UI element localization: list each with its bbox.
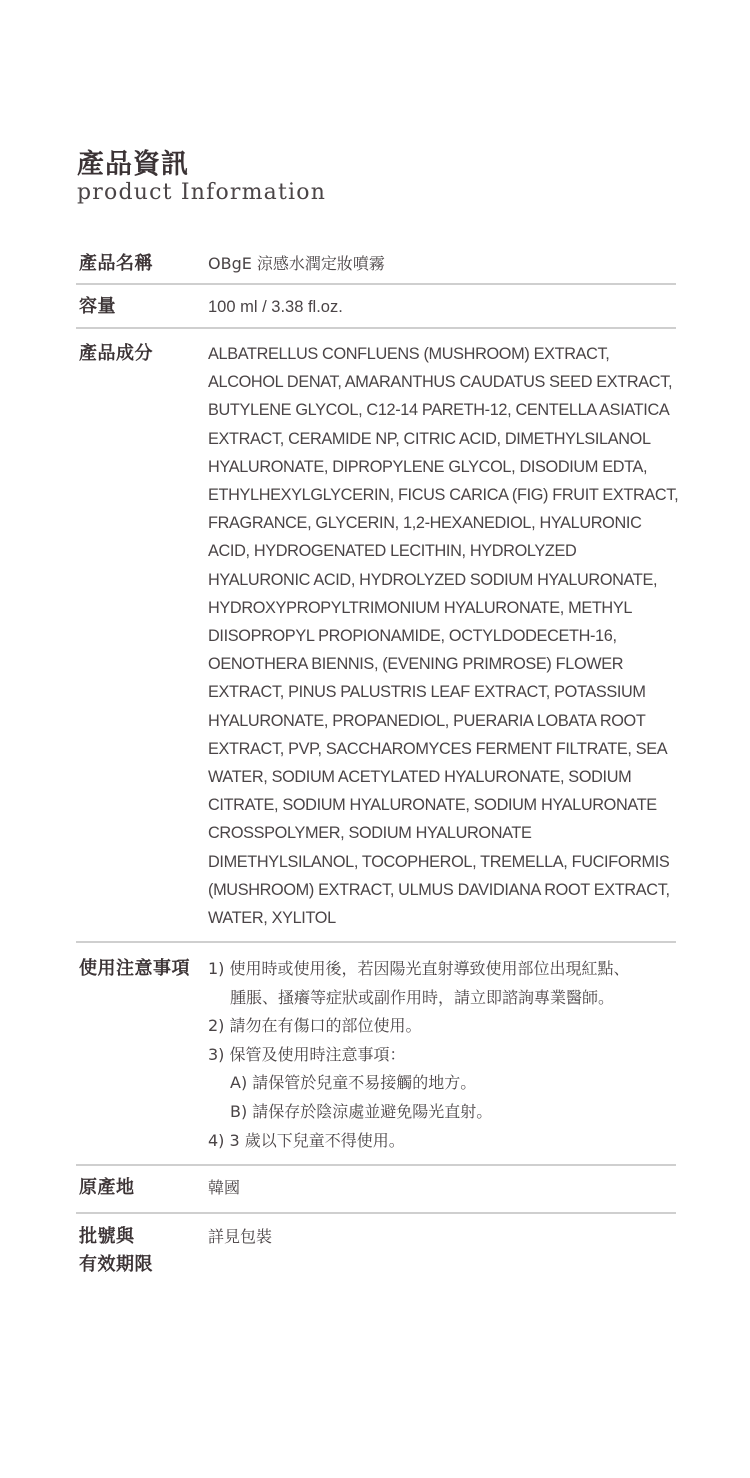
ingredient-line: DIISOPROPYL PROPIONAMIDE, OCTYLDODECETH-16,	[208, 627, 617, 646]
ingredient-line: BUTYLENE GLYCOL, C12-14 PARETH-12, CENTELLA ASIATICA	[208, 401, 670, 420]
ingredient-line: ACID, HYDROGENATED LECITHIN, HYDROLYZED	[208, 542, 577, 561]
ingredient-line: WATER, XYLITOL	[208, 909, 336, 928]
divider	[76, 283, 676, 285]
cautions-list	[208, 955, 688, 1155]
page-title: 產品資訊	[77, 149, 189, 180]
caution-item-continued: 腫脹、搔癢等症狀或副作用時，請立即諮詢專業醫師。	[230, 987, 615, 1007]
ingredient-line: (MUSHROOM) EXTRACT, ULMUS DAVIDIANA ROOT EXTRACT,	[208, 880, 670, 899]
caution-item: 1) 使用時或使用後，若因陽光直射導致使用部位出現紅點、	[208, 959, 630, 978]
caution-item: 4) 3 歲以下兒童不得使用。	[208, 1130, 405, 1150]
ingredient-line: HYALURONATE, PROPANEDIOL, PUERARIA LOBATA ROOT	[208, 711, 646, 730]
caution-subitem: A) 請保管於兒童不易接觸的地方。	[230, 1073, 477, 1093]
ingredient-line: OENOTHERA BIENNIS, (EVENING PRIMROSE) FLOWER	[208, 655, 624, 674]
value-origin: 韓國	[208, 1178, 241, 1197]
label-origin: 原產地	[79, 1177, 135, 1198]
page-subtitle: product Information	[77, 180, 327, 205]
value-batch-expiry: 詳見包裝	[208, 1227, 273, 1246]
ingredients-list	[208, 340, 688, 932]
row-product-name	[77, 250, 677, 280]
label-product-name: 產品名稱	[79, 253, 153, 274]
row-origin	[77, 1174, 677, 1204]
label-batch-expiry	[79, 1223, 153, 1279]
row-volume	[77, 293, 677, 323]
ingredient-line: EXTRACT, PINUS PALUSTRIS LEAF EXTRACT, POTASSIUM	[208, 683, 646, 702]
ingredient-line: HYALURONIC ACID, HYDROLYZED SODIUM HYALURONATE,	[208, 570, 658, 589]
ingredient-line: HYDROXYPROPYLTRIMONIUM HYALURONATE, METHYL	[208, 598, 633, 617]
label-cautions: 使用注意事項	[79, 958, 190, 979]
divider	[76, 1212, 676, 1214]
ingredient-line: WATER, SODIUM ACETYLATED HYALURONATE, SODIUM	[208, 768, 632, 787]
value-product-name: OBgE 涼感水潤定妝噴霧	[208, 254, 385, 273]
label-batch-line1: 批號與	[79, 1226, 135, 1247]
row-batch-expiry	[77, 1223, 677, 1283]
value-volume: 100 ml / 3.38 fl.oz.	[208, 298, 343, 316]
ingredient-line: FRAGRANCE, GLYCERIN, 1,2-HEXANEDIOL, HYALURONIC	[208, 514, 642, 533]
divider	[76, 327, 676, 329]
ingredient-line: EXTRACT, CERAMIDE NP, CITRIC ACID, DIMETHYLSILANOL	[208, 429, 651, 448]
row-ingredients	[77, 340, 677, 935]
ingredient-line: ALCOHOL DENAT, AMARANTHUS CAUDATUS SEED EXTRACT,	[208, 373, 673, 392]
divider	[76, 1164, 676, 1166]
ingredient-line: CROSSPOLYMER, SODIUM HYALURONATE	[208, 824, 532, 843]
label-volume: 容量	[79, 296, 116, 317]
caution-item: 2) 請勿在有傷口的部位使用。	[208, 1016, 422, 1036]
ingredient-line: DIMETHYLSILANOL, TOCOPHEROL, TREMELLA, FUCIFORMIS	[208, 852, 670, 871]
caution-item: 3) 保管及使用時注意事項：	[208, 1044, 406, 1064]
divider	[76, 941, 676, 943]
label-ingredients: 產品成分	[79, 343, 153, 364]
ingredient-line: ETHYLHEXYLGLYCERIN, FICUS CARICA (FIG) FRUIT EXTRACT,	[208, 486, 679, 505]
ingredient-line: CITRATE, SODIUM HYALURONATE, SODIUM HYALURONATE	[208, 796, 657, 815]
ingredient-line: HYALURONATE, DIPROPYLENE GLYCOL, DISODIUM EDTA,	[208, 457, 648, 476]
label-batch-line2: 有效期限	[79, 1254, 153, 1275]
caution-subitem: B) 請保存於陰涼處並避免陽光直射。	[230, 1101, 493, 1121]
row-cautions	[77, 955, 677, 1155]
ingredient-line: ALBATRELLUS CONFLUENS (MUSHROOM) EXTRACT,	[208, 345, 610, 363]
ingredient-line: EXTRACT, PVP, SACCHAROMYCES FERMENT FILTRATE, SEA	[208, 739, 668, 758]
